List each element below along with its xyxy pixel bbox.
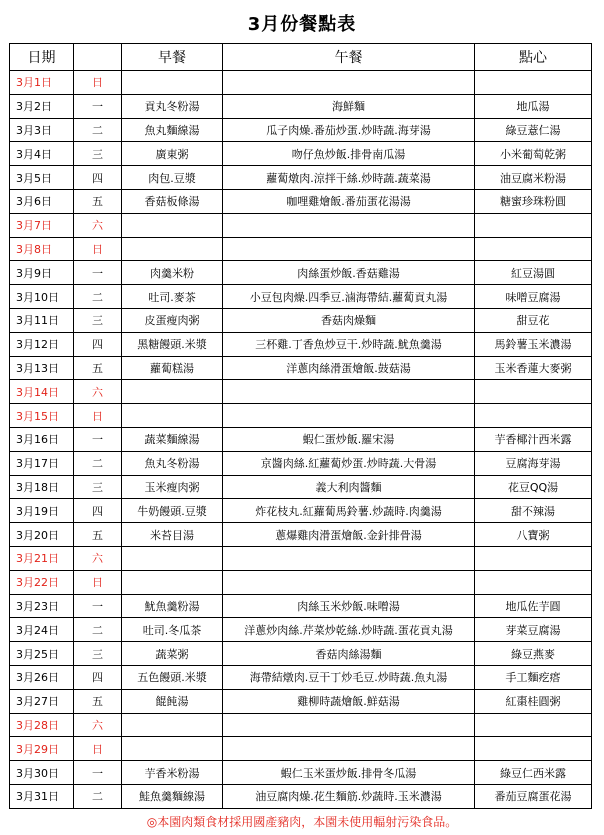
snack-cell: 紅豆湯圓: [475, 261, 592, 285]
breakfast-cell: 玉米瘦肉粥: [122, 475, 223, 499]
date-cell: 3月21日: [10, 546, 74, 570]
breakfast-cell: 蔬菜粥: [122, 642, 223, 666]
breakfast-cell: 蘿蔔糕湯: [122, 356, 223, 380]
weekday-cell: 三: [74, 308, 122, 332]
weekday-cell: 日: [74, 737, 122, 761]
table-row: [10, 356, 592, 380]
snack-cell: [475, 380, 592, 404]
snack-cell: 綠豆燕麥: [475, 642, 592, 666]
table-row: [10, 213, 592, 237]
table-row: [10, 618, 592, 642]
snack-cell: 糖蜜珍珠粉圓: [475, 189, 592, 213]
date-cell: 3月14日: [10, 380, 74, 404]
lunch-cell: 蔥爆雞肉滑蛋燴飯.金針排骨湯: [223, 523, 475, 547]
weekday-cell: 一: [74, 427, 122, 451]
table-row: [10, 665, 592, 689]
snack-cell: 豆腐海芽湯: [475, 451, 592, 475]
table-row: [10, 570, 592, 594]
table-row: [10, 332, 592, 356]
snack-cell: 馬鈴薯玉米濃湯: [475, 332, 592, 356]
table-row: [10, 523, 592, 547]
header-snack: 點心: [475, 44, 592, 71]
table-row: [10, 71, 592, 95]
date-cell: 3月27日: [10, 689, 74, 713]
lunch-cell: 義大利肉醬麵: [223, 475, 475, 499]
date-cell: 3月29日: [10, 737, 74, 761]
table-row: [10, 142, 592, 166]
breakfast-cell: 餛飩湯: [122, 689, 223, 713]
snack-cell: 綠豆薏仁湯: [475, 118, 592, 142]
lunch-cell: [223, 737, 475, 761]
lunch-cell: 咖哩雞燴飯.番茄蛋花湯湯: [223, 189, 475, 213]
date-cell: 3月5日: [10, 166, 74, 190]
lunch-cell: 海鮮麵: [223, 94, 475, 118]
lunch-cell: 海帶結燉肉.豆干丁炒毛豆.炒時蔬.魚丸湯: [223, 665, 475, 689]
table-row: [10, 784, 592, 808]
lunch-cell: 肉絲玉米炒飯.味噌湯: [223, 594, 475, 618]
table-row: [10, 261, 592, 285]
weekday-cell: 六: [74, 546, 122, 570]
snack-cell: [475, 71, 592, 95]
snack-cell: 地瓜佐芋圓: [475, 594, 592, 618]
snack-cell: 紅棗桂圓粥: [475, 689, 592, 713]
date-cell: 3月17日: [10, 451, 74, 475]
weekday-cell: 四: [74, 332, 122, 356]
lunch-cell: 蝦仁玉米蛋炒飯.排骨冬瓜湯: [223, 761, 475, 785]
header-lunch: 午餐: [223, 44, 475, 71]
breakfast-cell: 黑糖饅頭.米漿: [122, 332, 223, 356]
date-cell: 3月20日: [10, 523, 74, 547]
snack-cell: 手工麵疙瘩: [475, 665, 592, 689]
header-weekday: [74, 44, 122, 71]
lunch-cell: 三杯雞.丁香魚炒豆干.炒時蔬.魷魚羹湯: [223, 332, 475, 356]
date-cell: 3月31日: [10, 784, 74, 808]
breakfast-cell: [122, 570, 223, 594]
date-cell: 3月1日: [10, 71, 74, 95]
lunch-cell: [223, 404, 475, 428]
date-cell: 3月7日: [10, 213, 74, 237]
lunch-cell: [223, 71, 475, 95]
weekday-cell: 一: [74, 594, 122, 618]
breakfast-cell: [122, 404, 223, 428]
date-cell: 3月11日: [10, 308, 74, 332]
header-date: 日期: [10, 44, 74, 71]
weekday-cell: 日: [74, 71, 122, 95]
date-cell: 3月19日: [10, 499, 74, 523]
date-cell: 3月24日: [10, 618, 74, 642]
breakfast-cell: 皮蛋瘦肉粥: [122, 308, 223, 332]
breakfast-cell: [122, 737, 223, 761]
table-row: [10, 404, 592, 428]
weekday-cell: 三: [74, 142, 122, 166]
date-cell: 3月8日: [10, 237, 74, 261]
table-row: [10, 499, 592, 523]
table-row: [10, 689, 592, 713]
header-breakfast: 早餐: [122, 44, 223, 71]
weekday-cell: 四: [74, 665, 122, 689]
snack-cell: 地瓜湯: [475, 94, 592, 118]
table-row: [10, 451, 592, 475]
weekday-cell: 二: [74, 618, 122, 642]
date-cell: 3月13日: [10, 356, 74, 380]
table-row: [10, 380, 592, 404]
page-title: 3月份餐點表: [247, 14, 357, 35]
date-cell: 3月22日: [10, 570, 74, 594]
snack-cell: [475, 713, 592, 737]
weekday-cell: 二: [74, 285, 122, 309]
weekday-cell: 六: [74, 380, 122, 404]
table-row: [10, 761, 592, 785]
date-cell: 3月23日: [10, 594, 74, 618]
lunch-cell: 油豆腐肉燥.花生麵筋.炒蔬時.玉米濃湯: [223, 784, 475, 808]
date-cell: 3月18日: [10, 475, 74, 499]
weekday-cell: 四: [74, 166, 122, 190]
date-cell: 3月9日: [10, 261, 74, 285]
date-cell: 3月16日: [10, 427, 74, 451]
breakfast-cell: [122, 71, 223, 95]
snack-cell: 油豆腐米粉湯: [475, 166, 592, 190]
weekday-cell: 六: [74, 213, 122, 237]
lunch-cell: [223, 546, 475, 570]
snack-cell: [475, 404, 592, 428]
lunch-cell: [223, 213, 475, 237]
snack-cell: [475, 570, 592, 594]
table-row: [10, 308, 592, 332]
breakfast-cell: 五色饅頭.米漿: [122, 665, 223, 689]
table-row: [10, 594, 592, 618]
breakfast-cell: 魚丸冬粉湯: [122, 451, 223, 475]
date-cell: 3月12日: [10, 332, 74, 356]
breakfast-cell: [122, 237, 223, 261]
breakfast-cell: 魷魚羹粉湯: [122, 594, 223, 618]
snack-cell: 綠豆仁西米露: [475, 761, 592, 785]
weekday-cell: 一: [74, 761, 122, 785]
weekday-cell: 五: [74, 523, 122, 547]
snack-cell: 花豆QQ湯: [475, 475, 592, 499]
snack-cell: 八寶粥: [475, 523, 592, 547]
breakfast-cell: 吐司.麥茶: [122, 285, 223, 309]
breakfast-cell: 芋香米粉湯: [122, 761, 223, 785]
lunch-cell: 蘿蔔燉肉.涼拌干絲.炒時蔬.蔬菜湯: [223, 166, 475, 190]
weekday-cell: 二: [74, 784, 122, 808]
lunch-cell: 炸花枝丸.紅蘿蔔馬鈴薯.炒蔬時.肉羹湯: [223, 499, 475, 523]
date-cell: 3月30日: [10, 761, 74, 785]
lunch-cell: 香菇肉絲湯麵: [223, 642, 475, 666]
breakfast-cell: [122, 380, 223, 404]
breakfast-cell: 蔬菜麵線湯: [122, 427, 223, 451]
breakfast-cell: [122, 213, 223, 237]
table-row: [10, 118, 592, 142]
lunch-cell: 京醬肉絲.紅蘿蔔炒蛋.炒時蔬.大骨湯: [223, 451, 475, 475]
table-row: [10, 737, 592, 761]
table-row: [10, 237, 592, 261]
header-row: [10, 44, 592, 71]
lunch-cell: [223, 380, 475, 404]
weekday-cell: 五: [74, 689, 122, 713]
breakfast-cell: 廣東粥: [122, 142, 223, 166]
date-cell: 3月4日: [10, 142, 74, 166]
lunch-cell: 香菇肉燥麵: [223, 308, 475, 332]
lunch-cell: [223, 237, 475, 261]
table-row: [10, 475, 592, 499]
snack-cell: 小米葡萄乾粥: [475, 142, 592, 166]
lunch-cell: 蝦仁蛋炒飯.羅宋湯: [223, 427, 475, 451]
date-cell: 3月26日: [10, 665, 74, 689]
table-row: [10, 285, 592, 309]
lunch-cell: 吻仔魚炒飯.排骨南瓜湯: [223, 142, 475, 166]
table-row: [10, 166, 592, 190]
table-row: [10, 642, 592, 666]
snack-cell: 芽菜豆腐湯: [475, 618, 592, 642]
weekday-cell: 二: [74, 118, 122, 142]
footer-note: ◎本園肉類食材採用國產豬肉，本園未使用輻射污染食品。: [146, 815, 458, 829]
weekday-cell: 五: [74, 356, 122, 380]
table-row: [10, 189, 592, 213]
breakfast-cell: 肉羹米粉: [122, 261, 223, 285]
weekday-cell: 三: [74, 642, 122, 666]
snack-cell: [475, 237, 592, 261]
date-cell: 3月3日: [10, 118, 74, 142]
breakfast-cell: [122, 546, 223, 570]
snack-cell: [475, 737, 592, 761]
table-row: [10, 546, 592, 570]
lunch-cell: 瓜子肉燥.番茄炒蛋.炒時蔬.海芽湯: [223, 118, 475, 142]
weekday-cell: 日: [74, 237, 122, 261]
snack-cell: 味噌豆腐湯: [475, 285, 592, 309]
breakfast-cell: 吐司.冬瓜茶: [122, 618, 223, 642]
weekday-cell: 六: [74, 713, 122, 737]
lunch-cell: 洋蔥炒肉絲.芹菜炒乾絲.炒時蔬.蛋花貢丸湯: [223, 618, 475, 642]
date-cell: 3月2日: [10, 94, 74, 118]
breakfast-cell: 米苔目湯: [122, 523, 223, 547]
breakfast-cell: 魚丸麵線湯: [122, 118, 223, 142]
weekday-cell: 二: [74, 451, 122, 475]
snack-cell: 芋香椰汁西米露: [475, 427, 592, 451]
snack-cell: 玉米香蓮大麥粥: [475, 356, 592, 380]
lunch-cell: 雞柳時蔬燴飯.鮮菇湯: [223, 689, 475, 713]
weekday-cell: 一: [74, 94, 122, 118]
table-row: [10, 713, 592, 737]
lunch-cell: [223, 713, 475, 737]
date-cell: 3月25日: [10, 642, 74, 666]
table-row: [10, 427, 592, 451]
breakfast-cell: 香菇板條湯: [122, 189, 223, 213]
weekday-cell: 一: [74, 261, 122, 285]
weekday-cell: 三: [74, 475, 122, 499]
lunch-cell: [223, 570, 475, 594]
snack-cell: [475, 546, 592, 570]
meal-table: [9, 43, 592, 809]
weekday-cell: 五: [74, 189, 122, 213]
breakfast-cell: 牛奶饅頭.豆漿: [122, 499, 223, 523]
lunch-cell: 洋蔥肉絲滑蛋燴飯.鼓菇湯: [223, 356, 475, 380]
snack-cell: 甜不辣湯: [475, 499, 592, 523]
breakfast-cell: [122, 713, 223, 737]
meal-rows: [10, 71, 592, 809]
snack-cell: 番茄豆腐蛋花湯: [475, 784, 592, 808]
weekday-cell: 日: [74, 570, 122, 594]
breakfast-cell: 鮭魚羹麵線湯: [122, 784, 223, 808]
lunch-cell: 肉絲蛋炒飯.香菇雞湯: [223, 261, 475, 285]
weekday-cell: 四: [74, 499, 122, 523]
date-cell: 3月10日: [10, 285, 74, 309]
weekday-cell: 日: [74, 404, 122, 428]
date-cell: 3月28日: [10, 713, 74, 737]
snack-cell: [475, 213, 592, 237]
breakfast-cell: 貢丸冬粉湯: [122, 94, 223, 118]
date-cell: 3月6日: [10, 189, 74, 213]
snack-cell: 甜豆花: [475, 308, 592, 332]
lunch-cell: 小豆包肉燥.四季豆.滷海帶結.蘿蔔貢丸湯: [223, 285, 475, 309]
table-row: [10, 94, 592, 118]
date-cell: 3月15日: [10, 404, 74, 428]
breakfast-cell: 肉包.豆漿: [122, 166, 223, 190]
